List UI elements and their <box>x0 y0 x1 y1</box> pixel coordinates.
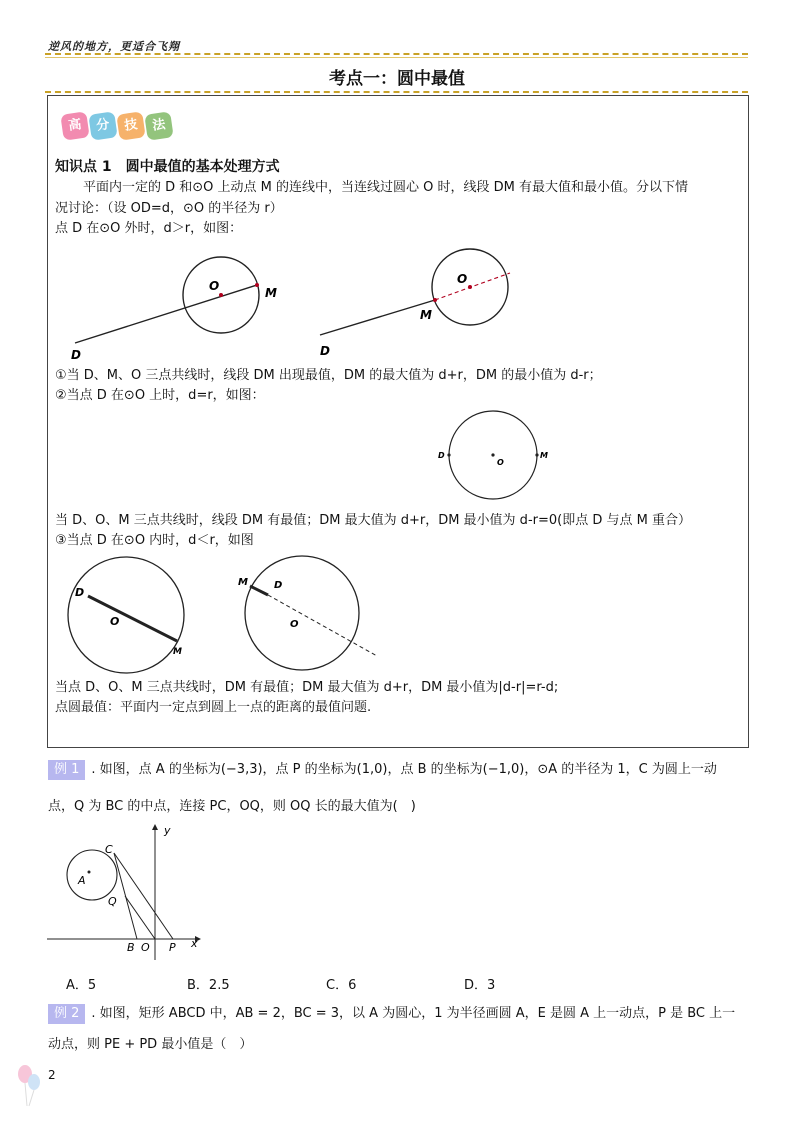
label-m: M <box>265 286 277 300</box>
badge-char: 技 <box>116 111 145 140</box>
choice-a: A．5 <box>66 978 97 993</box>
badge-char: 高 <box>60 111 89 140</box>
label-d: D <box>438 451 445 460</box>
page-title: 考点一：圆中最值 <box>329 69 465 89</box>
badge-char: 分 <box>88 111 117 140</box>
label-y: y <box>164 824 171 837</box>
case1-result: ①当 D、M、O 三点共线时，线段 DM 出现最值，DM 的最大值为 d+r，DM 的最小值为 d-r； <box>55 368 602 383</box>
intro-line-1: 平面内一定的 D 和⊙O 上动点 M 的连线中，当连线过圆心 O 时，线段 DM 有最大值和最小值。分以下情 <box>83 180 689 195</box>
example1-text1: . 如图，点 A 的坐标为(−3,3)，点 P 的坐标为(1,0)，点 B 的坐标为(−1,0)，⊙A 的半径为 1，C 为圆上一动 <box>91 762 717 777</box>
figure-on-circle <box>430 405 560 505</box>
case3-title: ③当点 D 在⊙O 内时，d＜r，如图 <box>55 533 254 548</box>
case3-result: 当点 D、O、M 三点共线时，DM 有最值；DM 最大值为 d+r，DM 最小值为|d-r|=r-d; <box>55 680 559 695</box>
label-m: M <box>173 647 182 657</box>
label-m: M <box>540 451 548 460</box>
case-outside: 点 D 在⊙O 外时，d＞r，如图： <box>55 221 243 236</box>
label-b: B <box>127 941 135 954</box>
label-o: O <box>110 615 120 628</box>
example2-text1: . 如图，矩形 ABCD 中，AB = 2，BC = 3，以 A 为圆心，1 为半径画圆 A，E 是圆 A 上一动点，P 是 BC 上一 <box>91 1006 736 1021</box>
choice-c: C．6 <box>326 978 357 993</box>
label-o: O <box>209 279 220 293</box>
label-o: O <box>141 941 150 954</box>
label-p: P <box>169 941 176 954</box>
example1-line2: 点，Q 为 BC 的中点，连接 PC，OQ，则 OQ 长的最大值为( ) <box>48 799 416 814</box>
label-m: M <box>238 577 248 588</box>
label-c: C <box>105 843 113 856</box>
label-d: D <box>75 586 85 599</box>
example2-line1 <box>48 1004 735 1024</box>
example1-label: 例 1 <box>48 760 85 780</box>
label-d: D <box>320 344 330 358</box>
case2-title: ②当点 D 在⊙O 上时，d=r，如图： <box>55 388 265 403</box>
header-rule <box>45 53 748 55</box>
label-x: x <box>191 937 198 950</box>
label-m: M <box>420 308 432 322</box>
label-o: O <box>290 619 299 630</box>
header-rule-thin <box>45 57 748 58</box>
label-o: O <box>457 272 468 286</box>
label-q: Q <box>108 895 117 908</box>
example2-line2: 动点，则 PE + PD 最小值是（ ） <box>48 1037 253 1052</box>
case2-result: 当 D、O、M 三点共线时，线段 DM 有最值；DM 最大值为 d+r，DM 最小值为 d-r=0(即点 D 与点 M 重合） <box>55 513 691 528</box>
badge-char: 法 <box>144 111 173 140</box>
knowledge-heading: 知识点 1 圆中最值的基本处理方式 <box>55 159 280 175</box>
figure-outside-max <box>65 245 295 370</box>
high-score-badge <box>62 113 174 139</box>
figure-example1 <box>45 820 210 965</box>
label-a: A <box>78 874 86 887</box>
figure-inside-max <box>60 553 200 678</box>
choice-d: D．3 <box>464 978 496 993</box>
summary: 点圆最值：平面内一定点到圆上一点的距离的最值问题. <box>55 700 372 715</box>
example1-line1 <box>48 760 717 780</box>
label-d: D <box>71 348 81 362</box>
example2-label: 例 2 <box>48 1004 85 1024</box>
figure-inside-min <box>232 553 382 678</box>
header-motto: 逆风的地方，更适合飞翔 <box>48 40 180 53</box>
balloon-icon <box>14 1062 44 1110</box>
title-rule <box>45 91 748 93</box>
page-number: 2 <box>48 1068 56 1082</box>
label-d: D <box>274 580 283 591</box>
choice-b: B．2.5 <box>187 978 230 993</box>
intro-line-2: 况讨论：（设 OD=d，⊙O 的半径为 r） <box>55 201 283 216</box>
figure-outside-min <box>310 245 530 370</box>
label-o: O <box>497 458 504 467</box>
